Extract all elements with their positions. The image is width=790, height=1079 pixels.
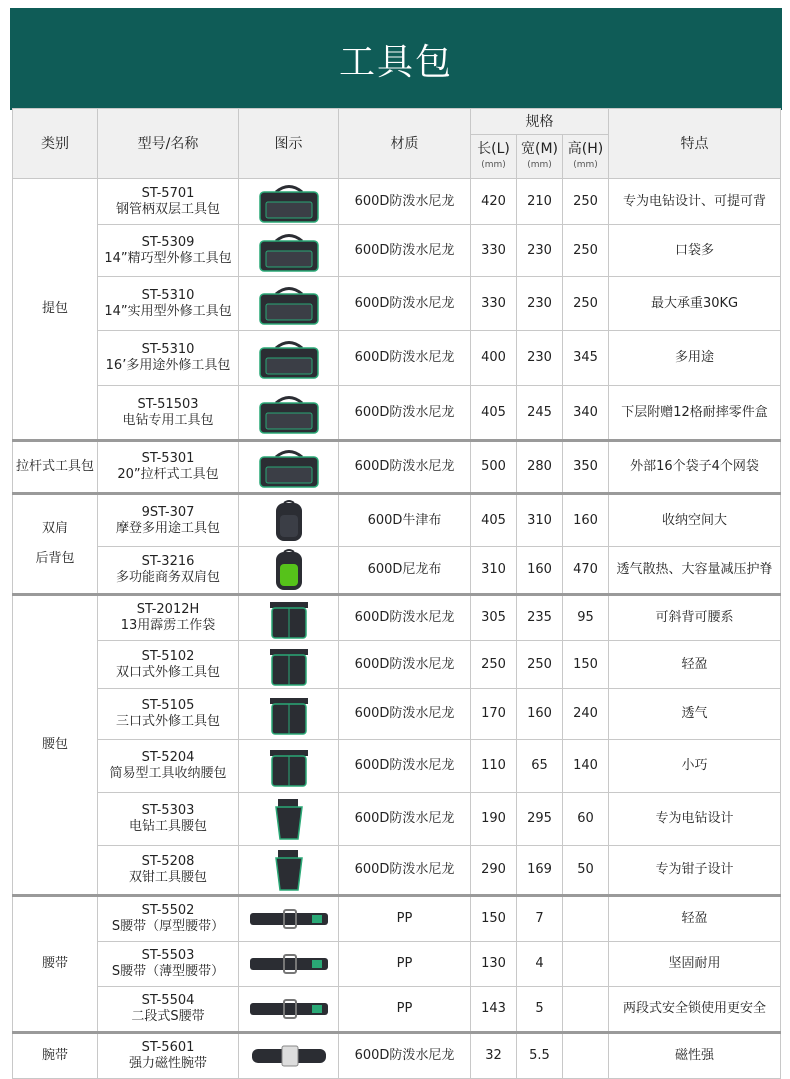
image-cell (239, 846, 339, 896)
category-label: 双肩 (41, 521, 68, 536)
handbag-icon (246, 180, 332, 224)
table-row (13, 1033, 781, 1079)
title-banner (10, 8, 782, 110)
model-name: 多功能商务双肩包 (115, 570, 220, 585)
model-code: ST-5301 (141, 451, 195, 466)
table-row (13, 896, 781, 942)
length-cell: 330 (471, 225, 517, 277)
height-cell: 250 (563, 277, 609, 331)
height-cell: 350 (563, 441, 609, 494)
material-cell: 600D防泼水尼龙 (339, 386, 471, 441)
length-cell: 400 (471, 331, 517, 386)
model-name: 简易型工具收纳腰包 (109, 766, 227, 781)
category-cell: 腰带 (13, 896, 98, 1033)
length-cell: 310 (471, 547, 517, 595)
table-row (13, 793, 781, 846)
model-code: ST-5601 (141, 1040, 195, 1055)
drill-holster-icon (246, 797, 332, 841)
length-cell: 130 (471, 942, 517, 987)
length-cell: 170 (471, 689, 517, 740)
width-cell: 230 (517, 225, 563, 277)
material-cell: 600D防泼水尼龙 (339, 595, 471, 641)
feature-cell: 轻盈 (609, 641, 781, 689)
image-cell (239, 179, 339, 225)
material-cell: 600D防泼水尼龙 (339, 641, 471, 689)
header-material: 材质 (339, 109, 471, 179)
model-name: 三口式外修工具包 (115, 714, 220, 729)
header-width: 宽(M) (mm) (517, 135, 563, 179)
material-cell: 600D防泼水尼龙 (339, 1033, 471, 1079)
image-cell (239, 740, 339, 793)
image-cell (239, 494, 339, 547)
table-row (13, 641, 781, 689)
material-cell: 600D牛津布 (339, 494, 471, 547)
width-cell: 280 (517, 441, 563, 494)
length-cell: 250 (471, 641, 517, 689)
model-name: 双口式外修工具包 (115, 664, 220, 680)
belt-icon (246, 987, 332, 1031)
model-code: ST-5701 (141, 185, 195, 201)
length-cell: 305 (471, 595, 517, 641)
material-cell: 600D防泼水尼龙 (339, 331, 471, 386)
model-code: ST-5309 (141, 234, 195, 250)
table-row (13, 595, 781, 641)
length-cell: 143 (471, 987, 517, 1033)
model-cell (98, 641, 239, 689)
height-cell (563, 896, 609, 942)
height-cell: 240 (563, 689, 609, 740)
header-length: 长(L) (mm) (471, 135, 517, 179)
backpack-icon (246, 499, 332, 543)
waist-pouch-icon (246, 744, 332, 788)
image-cell (239, 641, 339, 689)
feature-cell: 口袋多 (609, 225, 781, 277)
model-code: ST-5105 (141, 698, 195, 713)
model-code: ST-5204 (141, 750, 195, 765)
plier-holster-icon (246, 848, 332, 892)
model-name: 双钳工具腰包 (128, 870, 207, 885)
model-cell (98, 331, 239, 386)
wristband-icon (246, 1034, 332, 1078)
category-label: 后背包 (35, 551, 75, 566)
height-cell (563, 987, 609, 1033)
feature-cell: 两段式安全锁使用更安全 (609, 987, 781, 1033)
material-cell: 600D防泼水尼龙 (339, 793, 471, 846)
model-cell (98, 494, 239, 547)
length-cell: 405 (471, 494, 517, 547)
table-row (13, 441, 781, 494)
category-cell: 腰包 (13, 595, 98, 896)
model-name: 强力磁性腕带 (128, 1056, 207, 1071)
material-cell: 600D防泼水尼龙 (339, 277, 471, 331)
image-cell (239, 386, 339, 441)
feature-cell: 专为电钻设计、可提可背 (609, 179, 781, 225)
model-code: ST-5503 (141, 948, 195, 963)
image-cell (239, 277, 339, 331)
model-code: ST-5303 (141, 803, 195, 818)
width-cell: 250 (517, 641, 563, 689)
image-cell (239, 225, 339, 277)
model-cell (98, 740, 239, 793)
handbag-icon (246, 229, 332, 273)
model-name: 14”实用型外修工具包 (104, 303, 232, 319)
material-cell: PP (339, 896, 471, 942)
model-cell (98, 942, 239, 987)
width-cell: 235 (517, 595, 563, 641)
length-cell: 420 (471, 179, 517, 225)
header-feature: 特点 (609, 109, 781, 179)
model-cell (98, 225, 239, 277)
category-cell (13, 494, 98, 595)
image-cell (239, 1033, 339, 1079)
feature-cell: 收纳空间大 (609, 494, 781, 547)
model-code: ST-3216 (141, 554, 195, 569)
material-cell: 600D防泼水尼龙 (339, 441, 471, 494)
feature-cell: 小巧 (609, 740, 781, 793)
model-name: 16’多用途外修工具包 (105, 358, 231, 373)
feature-cell: 磁性强 (609, 1033, 781, 1079)
trolley-bag-icon (246, 445, 332, 489)
feature-cell: 轻盈 (609, 896, 781, 942)
image-cell (239, 793, 339, 846)
model-name: S腰带（薄型腰带） (111, 964, 225, 979)
height-cell: 150 (563, 641, 609, 689)
feature-cell: 坚固耐用 (609, 942, 781, 987)
feature-cell: 多用途 (609, 331, 781, 386)
model-name: 20”拉杆式工具包 (117, 467, 219, 482)
height-cell (563, 942, 609, 987)
table-row (13, 740, 781, 793)
handbag-icon (246, 391, 332, 435)
model-cell (98, 441, 239, 494)
model-cell (98, 846, 239, 896)
page-title: 工具包 (338, 41, 453, 83)
feature-cell: 透气散热、大容量减压护脊 (609, 547, 781, 595)
table-body (13, 179, 781, 1079)
image-cell (239, 595, 339, 641)
length-cell: 405 (471, 386, 517, 441)
width-cell: 160 (517, 547, 563, 595)
width-cell: 169 (517, 846, 563, 896)
model-code: ST-5310 (141, 287, 195, 303)
model-code: ST-5102 (141, 648, 195, 664)
height-cell: 160 (563, 494, 609, 547)
table-row (13, 942, 781, 987)
width-cell: 230 (517, 277, 563, 331)
belt-icon (246, 942, 332, 986)
model-name: 13用霹雳工作袋 (120, 618, 216, 633)
model-code: ST-5502 (141, 903, 195, 918)
model-cell (98, 1033, 239, 1079)
material-cell: 600D防泼水尼龙 (339, 846, 471, 896)
length-cell: 32 (471, 1033, 517, 1079)
table-row (13, 846, 781, 896)
width-cell: 160 (517, 689, 563, 740)
model-name: 电钻工具腰包 (128, 819, 207, 834)
width-cell: 5 (517, 987, 563, 1033)
image-cell (239, 441, 339, 494)
category-cell: 拉杆式工具包 (13, 441, 98, 494)
material-cell: PP (339, 987, 471, 1033)
height-cell: 95 (563, 595, 609, 641)
header-category: 类别 (13, 109, 98, 179)
model-name: 电钻专用工具包 (122, 412, 214, 428)
length-cell: 290 (471, 846, 517, 896)
model-cell (98, 277, 239, 331)
model-name: 14”精巧型外修工具包 (104, 250, 232, 266)
material-cell: 600D防泼水尼龙 (339, 740, 471, 793)
material-cell: 600D尼龙布 (339, 547, 471, 595)
height-cell: 140 (563, 740, 609, 793)
height-cell: 250 (563, 179, 609, 225)
width-cell: 65 (517, 740, 563, 793)
model-code: ST-51503 (137, 396, 199, 412)
image-cell (239, 987, 339, 1033)
table-row (13, 987, 781, 1033)
model-code: ST-5504 (141, 993, 195, 1008)
spec-table (12, 108, 781, 1079)
image-cell (239, 689, 339, 740)
model-code: ST-2012H (136, 602, 200, 617)
length-cell: 110 (471, 740, 517, 793)
table-row (13, 277, 781, 331)
category-cell: 腕带 (13, 1033, 98, 1079)
material-cell: 600D防泼水尼龙 (339, 179, 471, 225)
width-cell: 230 (517, 331, 563, 386)
model-cell (98, 793, 239, 846)
feature-cell: 最大承重30KG (609, 277, 781, 331)
length-cell: 150 (471, 896, 517, 942)
waist-pouch-icon (246, 643, 332, 687)
length-cell: 330 (471, 277, 517, 331)
category-cell: 提包 (13, 179, 98, 441)
height-cell (563, 1033, 609, 1079)
image-cell (239, 331, 339, 386)
feature-cell: 专为电钻设计 (609, 793, 781, 846)
header-model: 型号/名称 (98, 109, 239, 179)
height-cell: 340 (563, 386, 609, 441)
material-cell: PP (339, 942, 471, 987)
height-cell: 470 (563, 547, 609, 595)
image-cell (239, 942, 339, 987)
model-name: 摩登多用途工具包 (115, 520, 220, 536)
belt-icon (246, 897, 332, 941)
model-name: 钢管柄双层工具包 (115, 201, 220, 217)
backpack-green-icon (246, 548, 332, 592)
length-cell: 190 (471, 793, 517, 846)
height-cell: 60 (563, 793, 609, 846)
header-image: 图示 (239, 109, 339, 179)
header-height: 高(H) (mm) (563, 135, 609, 179)
model-cell (98, 547, 239, 595)
material-cell: 600D防泼水尼龙 (339, 225, 471, 277)
feature-cell: 专为钳子设计 (609, 846, 781, 896)
feature-cell: 透气 (609, 689, 781, 740)
model-name: S腰带（厚型腰带） (111, 919, 225, 934)
model-name: 二段式S腰带 (131, 1009, 205, 1024)
waist-pouch-icon (246, 596, 332, 640)
image-cell (239, 896, 339, 942)
width-cell: 5.5 (517, 1033, 563, 1079)
height-cell: 345 (563, 331, 609, 386)
width-cell: 4 (517, 942, 563, 987)
model-cell (98, 595, 239, 641)
header-spec: 规格 (471, 109, 609, 135)
image-cell (239, 547, 339, 595)
height-cell: 250 (563, 225, 609, 277)
handbag-icon (246, 282, 332, 326)
width-cell: 210 (517, 179, 563, 225)
table-row (13, 494, 781, 547)
feature-cell: 下层附赠12格耐摔零件盒 (609, 386, 781, 441)
model-cell (98, 987, 239, 1033)
model-code: ST-5310 (141, 342, 195, 357)
height-cell: 50 (563, 846, 609, 896)
feature-cell: 可斜背可腰系 (609, 595, 781, 641)
length-cell: 500 (471, 441, 517, 494)
width-cell: 310 (517, 494, 563, 547)
waist-pouch-icon (246, 692, 332, 736)
table-row (13, 225, 781, 277)
width-cell: 7 (517, 896, 563, 942)
table-row (13, 386, 781, 441)
model-code: 9ST-307 (141, 504, 195, 520)
table-row (13, 547, 781, 595)
table-row (13, 331, 781, 386)
table-row (13, 689, 781, 740)
model-cell (98, 386, 239, 441)
width-cell: 295 (517, 793, 563, 846)
table-row (13, 179, 781, 225)
model-cell (98, 179, 239, 225)
model-code: ST-5208 (141, 854, 195, 869)
width-cell: 245 (517, 386, 563, 441)
model-cell (98, 689, 239, 740)
model-cell (98, 896, 239, 942)
feature-cell: 外部16个袋子4个网袋 (609, 441, 781, 494)
handbag-icon (246, 336, 332, 380)
material-cell: 600D防泼水尼龙 (339, 689, 471, 740)
